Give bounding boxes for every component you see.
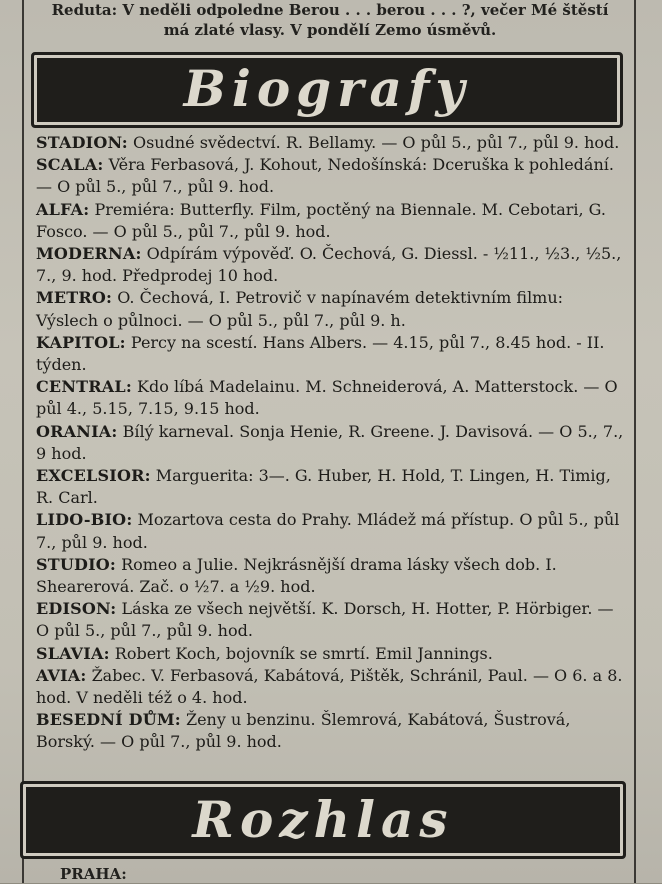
cinema-name: SLAVIA: (36, 643, 110, 663)
cinema-entry (36, 376, 630, 420)
cinema-entry (36, 287, 630, 331)
cinema-entry (36, 665, 630, 709)
biografy-title: Biografy (183, 59, 471, 118)
cinema-name: STADION: (36, 133, 128, 152)
cinema-program: Romeo a Julie. Nejkrásnější drama lásky všech dob. I. Shearerová. Zač. o ½7. a ½9. hod. (36, 554, 557, 597)
cinema-program: Robert Koch, bojovník se smrtí. Emil Jannings. (114, 643, 493, 663)
reduta-notice (50, 0, 610, 40)
cinema-entry (36, 598, 630, 642)
rozhlas-banner (20, 781, 626, 859)
cinema-name: SCALA: (36, 155, 104, 175)
reduta-label: Reduta: (51, 1, 118, 19)
cinema-entry (36, 465, 630, 509)
cinema-entry (36, 509, 630, 553)
cinema-program: O. Čechová, I. Petrovič v napínavém detektivním filmu: Výslech o půlnoci. — O půl 5., půl 7., půl 9. h. (36, 288, 564, 330)
cinema-name: METRO: (36, 288, 113, 308)
cinema-name: BESEDNÍ DŮM: (36, 710, 181, 730)
cinema-name: ALFA: (36, 199, 90, 219)
cinema-entry (36, 243, 630, 287)
cinema-name: STUDIO: (36, 554, 117, 574)
rozhlas-title: Rozhlas (192, 790, 454, 849)
cinema-program: Kdo líbá Madelainu. M. Schneiderová, A. Matterstock. — O půl 4., 5.15, 7.15, 9.15 hod. (36, 377, 618, 419)
cinema-name: KAPITOL: (36, 332, 126, 352)
reduta-text: V neděli odpoledne Berou . . . berou . . . ?, večer Mé štěstí má zlaté vlasy. V pondělí Zemo úsměvů. (122, 1, 609, 39)
cinema-program: Bílý karneval. Sonja Henie, R. Greene. J. Davisová. — O 5., 7., 9 hod. (36, 421, 624, 463)
cinema-program: Percy na scestí. Hans Albers. — 4.15, půl 7., 8.45 hod. - II. týden. (36, 332, 605, 375)
cinema-name: LIDO-BIO: (36, 510, 133, 530)
biografy-banner (31, 52, 623, 128)
cinema-entry (36, 554, 630, 598)
cinema-name: CENTRAL: (36, 377, 132, 397)
cinema-program: Žabec. V. Ferbasová, Kabátová, Pištěk, Schránil, Paul. — O 6. a 8. hod. V neděli též o 4. hod. (36, 665, 623, 708)
cinema-entry (36, 154, 630, 198)
cinema-program: Láska ze všech největší. K. Dorsch, H. Hotter, P. Hörbiger. — O půl 5., půl 7., půl 9. hod. (36, 599, 614, 641)
cinema-name: AVIA: (36, 665, 87, 685)
praha-notice (60, 864, 620, 884)
cinema-name: EDISON: (36, 599, 117, 619)
column-rule-left (22, 0, 24, 883)
cinema-entry (36, 132, 630, 154)
cinema-program: Osudné svědectví. R. Bellamy. — O půl 5., půl 7., půl 9. hod. (132, 133, 620, 152)
column-rule-right (634, 0, 636, 883)
cinema-listings (36, 132, 630, 754)
cinema-program: Mozartova cesta do Prahy. Mládež má přístup. O půl 5., půl 7., půl 9. hod. (36, 510, 620, 552)
cinema-name: MODERNA: (36, 244, 142, 264)
cinema-entry (36, 643, 630, 665)
cinema-name: ORANIA: (36, 421, 118, 441)
cinema-entry (36, 332, 630, 376)
cinema-program: Marguerita: 3—. G. Huber, H. Hold, T. Lingen, H. Timig, R. Carl. (36, 466, 611, 508)
cinema-program: Ženy u benzinu. Šlemrová, Kabátová, Šustrová, Borský. — O půl 7., půl 9. hod. (36, 710, 571, 752)
cinema-entry (36, 709, 630, 753)
cinema-program: Odpírám výpověď. O. Čechová, G. Diessl. - ½11., ½3., ½5., 7., 9. hod. Předprodej 10 hod. (36, 244, 622, 286)
cinema-name: EXCELSIOR: (36, 466, 151, 486)
cinema-entry (36, 421, 630, 465)
cinema-program: Premiéra: Butterfly. Film, poctěný na Biennale. M. Cebotari, G. Fosco. — O půl 5., půl 7., půl 9. hod. (36, 199, 606, 241)
cinema-program: Věra Ferbasová, J. Kohout, Nedošínská: Dceruška k pohledání. — O půl 5., půl 7., půl 9. hod. (36, 155, 614, 197)
praha-label: PRAHA: (60, 865, 127, 883)
cinema-entry (36, 199, 630, 243)
